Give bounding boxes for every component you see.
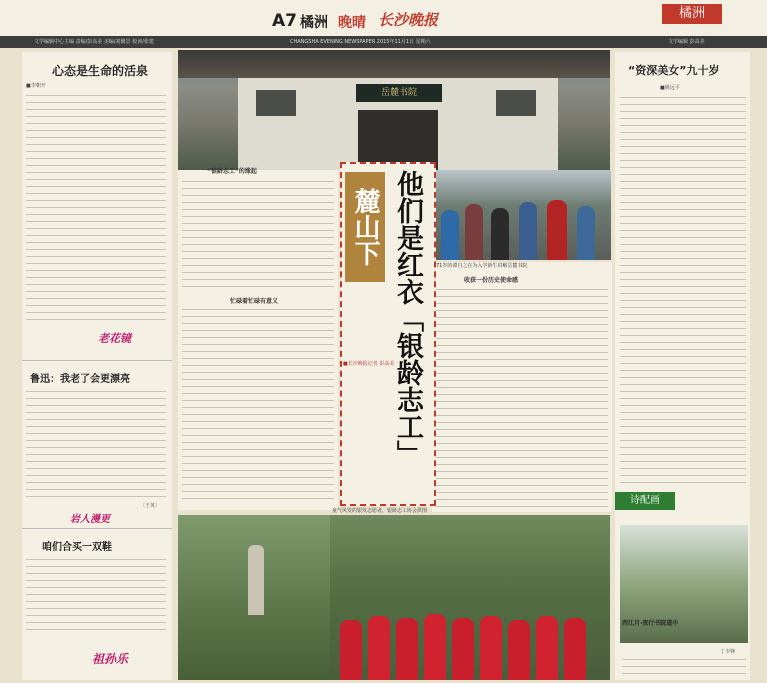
column-logo: 岩人漫更 [70, 514, 110, 525]
photo-person [465, 204, 483, 260]
subheading: 忙碌着忙碌有意义 [230, 298, 279, 305]
column-logo: 祖孙乐 [92, 652, 129, 666]
issue-info: CHANGSHA EVENING NEWSPAPER 2015年11月1日 星期六 [290, 39, 431, 45]
headline: 他们是红衣「银龄志工」 [392, 170, 423, 467]
editor-info-right: 文学编辑 彭高美 [668, 39, 705, 45]
poem-title: 西江月·夜行书院道中 [622, 620, 679, 627]
article-title: 咱们合买一双鞋 [42, 542, 112, 553]
photo-person [564, 618, 586, 680]
article-body [182, 306, 334, 504]
photo-roof [178, 50, 610, 78]
photo-person [396, 618, 418, 680]
photo-door [358, 110, 438, 170]
article-body [182, 178, 334, 290]
divider [22, 360, 172, 361]
photo-person [577, 206, 595, 260]
statue-photo [178, 515, 330, 680]
poem-author: 丁少锋 [720, 649, 736, 655]
photo-window [496, 90, 536, 116]
page-number: A7 [272, 11, 297, 31]
article-title: 心态是生命的活泉 [52, 64, 149, 78]
photo-person [441, 210, 459, 260]
article-sign: 〔王英〕 [140, 503, 161, 509]
photo-person [368, 616, 390, 680]
subheading: 收获一份历史使命感 [464, 277, 519, 284]
photo-person [452, 618, 474, 680]
section-title: 橘洲 [300, 15, 328, 31]
article-author: ■李朝开 [26, 83, 46, 89]
subheading: “银龄志工”的缘起 [207, 168, 257, 175]
statue [248, 545, 264, 615]
column-logo: 老花镜 [98, 332, 131, 345]
photo-caption: 71岁的谭自之在为入学新生讲解岳麓书院 [436, 263, 528, 269]
article-body [26, 556, 166, 634]
article-body [436, 286, 608, 508]
academy-sign: 岳麓书院 [356, 84, 442, 102]
volunteers-photo [330, 515, 610, 680]
photo-person [508, 620, 530, 680]
academy-photo [178, 50, 610, 170]
photo-person [424, 614, 446, 680]
article-body [26, 92, 166, 324]
photo-person [536, 616, 558, 680]
students-photo [427, 170, 611, 260]
photo-window [256, 90, 296, 116]
photo-person [340, 620, 362, 680]
divider [22, 528, 172, 529]
article-author: ■长沙晚报记者 彭高美 [343, 361, 395, 367]
photo-person [491, 208, 509, 260]
photo-credit: 童气风发的银发志愿者，银龄志工协会供图 [332, 508, 428, 514]
photo-person [480, 616, 502, 680]
photo-person [519, 202, 537, 260]
poem-badge: 诗配画 [615, 492, 675, 510]
region-tag: 橘洲 [662, 4, 722, 24]
section-subtitle: 晚晴 [338, 15, 366, 31]
photo-person [547, 200, 567, 260]
article-body [26, 388, 166, 498]
article-title: “资深美女”九十岁 [628, 64, 720, 77]
article-title: 鲁迅：我老了会更漂亮 [30, 374, 130, 385]
article-body [620, 94, 746, 486]
newspaper-masthead: 长沙晚报 [378, 11, 439, 29]
location-title: 麓山下 [345, 172, 385, 282]
editor-info: 文学编辑中心主编 责编/彭高美 美编/刘聚景 校读/张建 [34, 39, 154, 45]
poem-body [622, 656, 746, 678]
article-author: ■姚远平 [660, 85, 680, 91]
